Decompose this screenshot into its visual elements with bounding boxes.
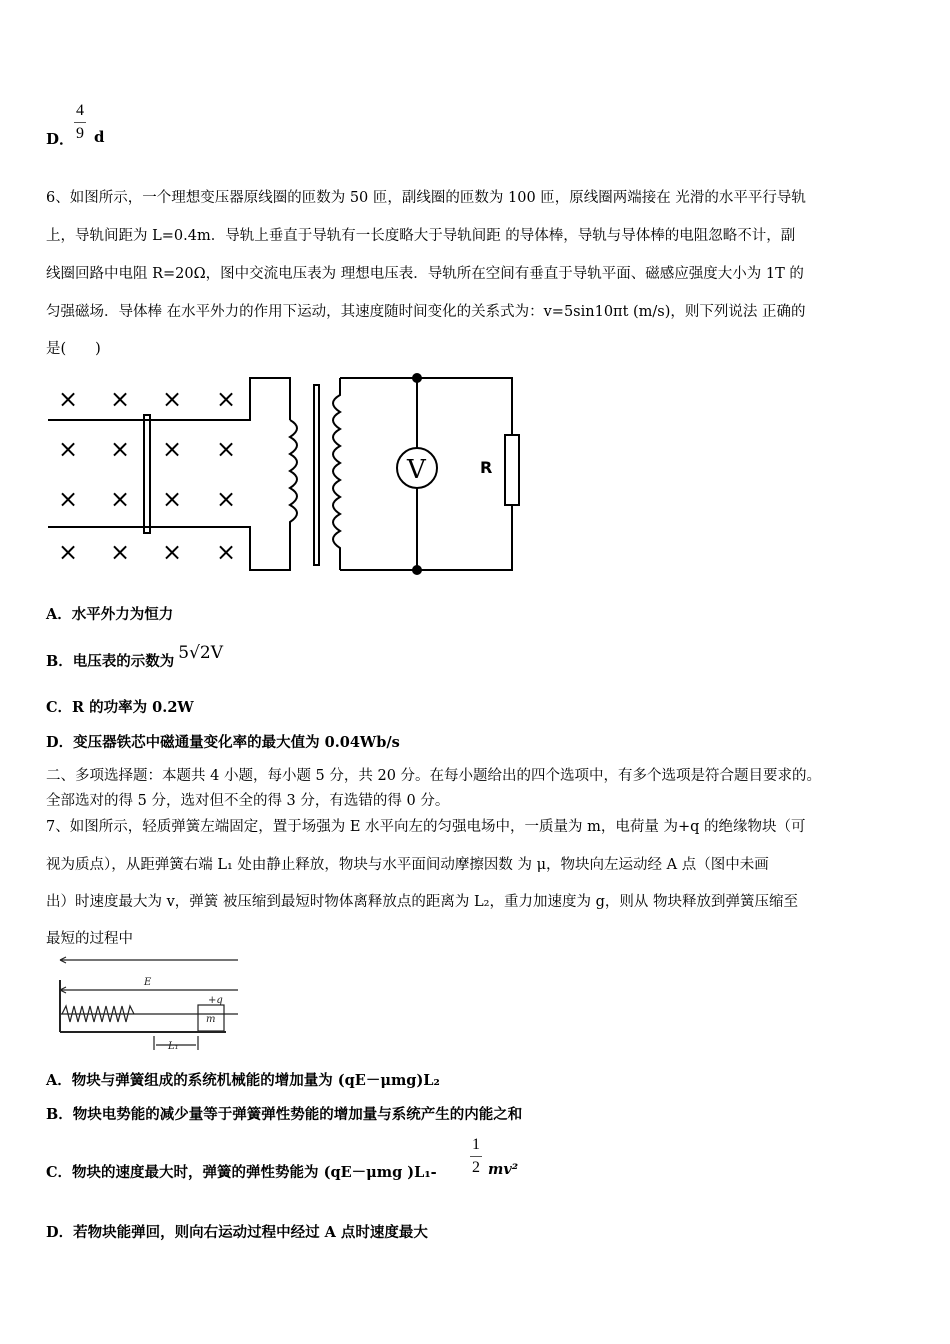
q7-option-c-tail: mv² [488,1161,519,1178]
section2-instructions: 全部选对的得 5 分，选对但不全的得 3 分，有选错的得 0 分。 [46,793,450,809]
q5-option-d-unit: d [94,128,105,146]
q7-option-a: A．物块与弹簧组成的系统机械能的增加量为 (qE－μmg)L₂ [46,1072,440,1089]
primary-coil [290,420,297,527]
svg-text:×: × [162,435,183,463]
svg-text:R: R [480,458,493,477]
q6-circuit-figure [40,345,540,585]
q6-text-line: 是( ) [46,341,101,357]
svg-text:×: × [162,385,183,413]
q6-text-line: 上，导轨间距为 L=0.4m．导轨上垂直于导轨有一长度略大于导轨间距 的导体棒，导轨与导体棒的电阻忽略不计，副 [46,228,796,244]
svg-text:×: × [58,435,79,463]
q7-option-b: B．物块电势能的减少量等于弹簧弹性势能的增加量与系统产生的内能之和 [46,1106,523,1123]
q6-option-b: B．电压表的示数为 5√2V [46,643,224,670]
q7-text-line: 视为质点），从距弹簧右端 L₁ 处由静止释放，物块与水平面间动摩擦因数 为 μ，物块向左运动经 A 点（图中未画 [46,857,769,873]
numerator: 4 [76,102,84,119]
q7-option-c: C．物块的速度最大时，弹簧的弹性势能为 (qE－μmg )L₁- [46,1164,437,1181]
svg-text:×: × [216,485,237,513]
svg-text:m: m [206,1014,216,1025]
q7-text-line: 7、如图所示，轻质弹簧左端固定，置于场强为 E 水平向左的匀强电场中，一质量为 m，电荷量 为+q 的绝缘物块（可 [46,819,806,835]
q5-option-d-label: D． [46,130,75,148]
svg-text:×: × [216,538,237,566]
q6-text-line: 6、如图所示，一个理想变压器原线圈的匝数为 50 匝，副线圈的匝数为 100 匝，原线圈两端接在 光滑的水平平行导轨 [46,190,806,206]
q7-spring-figure [48,952,248,1057]
svg-text:L₁: L₁ [168,1041,179,1052]
math-5-sqrt2-v: 5√2V [178,643,224,663]
iron-core [314,385,319,565]
svg-text:E: E [144,977,152,988]
svg-text:×: × [110,485,131,513]
secondary-coil [333,378,340,570]
svg-text:×: × [110,385,131,413]
q5-option-d-fraction [74,102,86,143]
svg-text:×: × [162,538,183,566]
svg-text:×: × [58,538,79,566]
svg-text:×: × [58,485,79,513]
svg-text:×: × [110,538,131,566]
svg-text:×: × [162,485,183,513]
q6-option-c: C．R 的功率为 0.2W [46,699,194,716]
q7-option-c-fraction: 1 2 [472,1136,480,1176]
svg-text:×: × [58,385,79,413]
svg-text:×: × [216,435,237,463]
q7-text-line: 最短的过程中 [46,931,133,947]
q7-text-line: 出）时速度最大为 v，弹簧 被压缩到最短时物体离释放点的距离为 L₂，重力加速度为 g，则从 物块释放到弹簧压缩至 [46,894,798,910]
q6-text-line: 匀强磁场．导体棒 在水平外力的作用下运动，其速度随时间变化的关系式为：v=5sin10πt (m/s)，则下列说法 正确的 [46,304,806,320]
magnetic-field-marks [58,385,236,566]
resistor [505,435,519,505]
svg-text:V: V [407,455,426,485]
conductor-rod [144,415,150,533]
q6-text-line: 线圈回路中电阻 R=20Ω，图中交流电压表为 理想电压表．导轨所在空间有垂直于导轨平面、磁感应强度大小为 1T 的 [46,266,804,282]
q7-option-d: D．若物块能弹回，则向右运动过程中经过 A 点时速度最大 [46,1224,428,1241]
svg-text:×: × [216,385,237,413]
q6-option-a: A．水平外力为恒力 [46,606,174,623]
q6-option-d: D．变压器铁芯中磁通量变化率的最大值为 0.04Wb/s [46,734,400,751]
svg-text:+q: +q [208,995,223,1006]
denominator: 9 [76,125,84,142]
section2-instructions: 二、多项选择题：本题共 4 小题，每小题 5 分，共 20 分。在每小题给出的四个选项中，有多个选项是符合题目要求的。 [46,768,822,784]
svg-text:×: × [110,435,131,463]
